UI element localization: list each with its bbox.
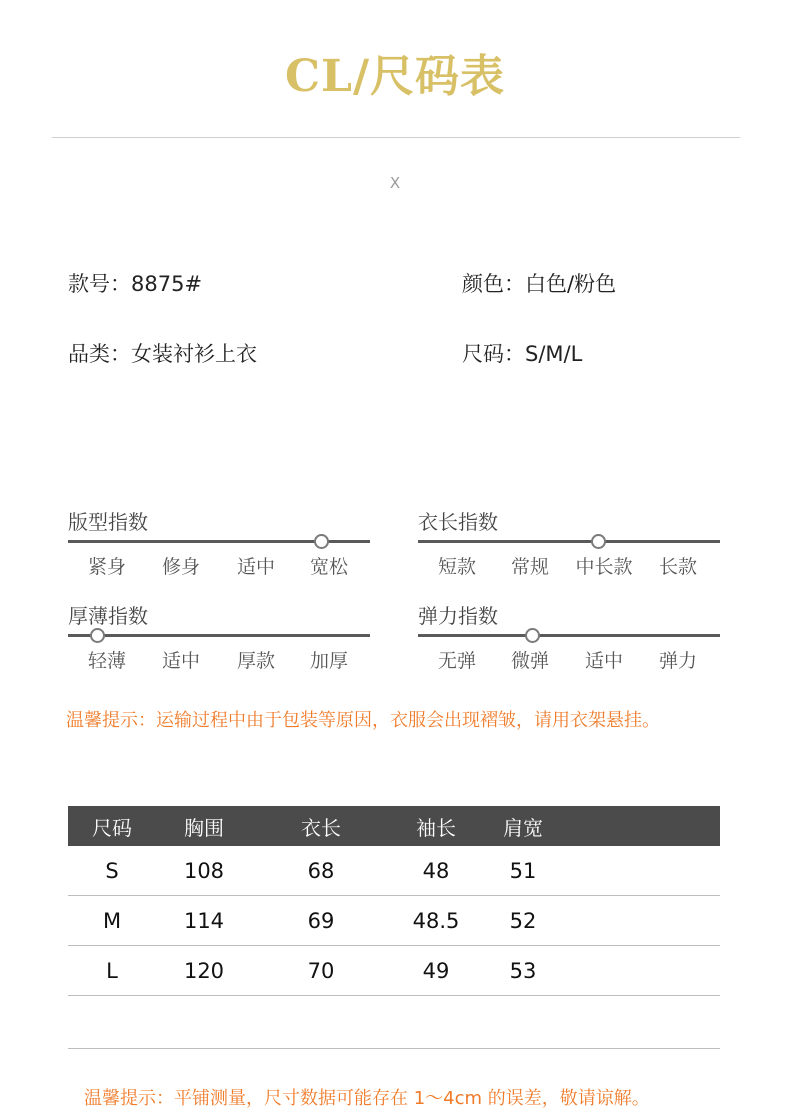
style-number <box>68 268 202 298</box>
cell-bust: 120 <box>183 958 225 983</box>
size-value: S/M/L <box>525 342 583 366</box>
cell-shoulder: 53 <box>509 958 537 983</box>
cell-length: 68 <box>307 858 335 883</box>
style-number-label: 款号： <box>68 272 131 296</box>
cell-sleeve: 48 <box>422 858 450 883</box>
title-divider <box>52 137 740 138</box>
cell-bust: 114 <box>183 908 225 933</box>
length-index <box>418 506 720 586</box>
cell-sleeve: 48.5 <box>412 908 460 933</box>
header-size: 尺码 <box>92 815 132 840</box>
thickness-option: 厚款 <box>236 650 275 672</box>
header-shoulder: 肩宽 <box>503 815 543 840</box>
thickness-option: 轻薄 <box>87 650 126 672</box>
thickness-index-track <box>68 634 370 637</box>
cell-bust: 108 <box>183 858 225 883</box>
stretch-index-track <box>418 634 720 637</box>
style-number-value: 8875# <box>131 272 203 296</box>
shipping-tip: 温馨提示：运输过程中由于包装等原因，衣服会出现褶皱，请用衣架悬挂。 <box>66 710 660 731</box>
color-label: 颜色： <box>462 272 525 296</box>
thickness-option: 适中 <box>161 650 200 672</box>
length-option: 中长款 <box>575 556 633 578</box>
measurement-tip: 温馨提示：平铺测量，尺寸数据可能存在 1～4cm 的误差，敬请谅解。 <box>84 1088 650 1109</box>
thickness-option: 加厚 <box>309 650 348 672</box>
table-row <box>68 946 720 996</box>
thickness-index-title: 厚薄指数 <box>68 604 148 628</box>
fit-option: 宽松 <box>309 556 348 578</box>
category-value: 女装衬衫上衣 <box>131 342 257 366</box>
close-icon[interactable]: X <box>389 174 401 192</box>
thickness-index <box>68 600 370 680</box>
cell-length: 69 <box>307 908 335 933</box>
thickness-index-knob[interactable] <box>90 628 105 643</box>
size-table-header <box>68 806 720 846</box>
stretch-option: 无弹 <box>437 650 476 672</box>
fit-option: 适中 <box>236 556 275 578</box>
fit-option: 紧身 <box>87 556 126 578</box>
stretch-index-knob[interactable] <box>525 628 540 643</box>
cell-sleeve: 49 <box>422 958 450 983</box>
header-sleeve: 袖长 <box>416 815 456 840</box>
table-row <box>68 896 720 946</box>
length-index-knob[interactable] <box>591 534 606 549</box>
fit-index <box>68 506 370 586</box>
category-label: 品类： <box>68 342 131 366</box>
header-length: 衣长 <box>301 815 341 840</box>
cell-shoulder: 51 <box>509 858 537 883</box>
category-info <box>68 338 257 368</box>
cell-size: M <box>102 908 122 933</box>
fit-option: 修身 <box>161 556 200 578</box>
stretch-index-title: 弹力指数 <box>418 604 498 628</box>
size-info <box>462 338 582 368</box>
cell-shoulder: 52 <box>509 908 537 933</box>
stretch-option: 适中 <box>584 650 623 672</box>
cell-size: L <box>106 958 118 983</box>
bottom-divider <box>68 1048 720 1049</box>
color-value: 白色/粉色 <box>525 272 617 296</box>
length-option: 常规 <box>510 556 549 578</box>
size-label: 尺码： <box>462 342 525 366</box>
color-info <box>462 268 616 298</box>
length-option: 长款 <box>658 556 697 578</box>
stretch-index <box>418 600 720 680</box>
fit-index-knob[interactable] <box>314 534 329 549</box>
length-index-title: 衣长指数 <box>418 510 498 534</box>
length-option: 短款 <box>437 556 476 578</box>
cell-length: 70 <box>307 958 335 983</box>
header-bust: 胸围 <box>184 815 224 840</box>
cell-size: S <box>105 858 119 883</box>
page-title: CL/尺码表 <box>284 51 506 102</box>
fit-index-title: 版型指数 <box>68 510 148 534</box>
stretch-option: 弹力 <box>658 650 697 672</box>
length-index-track <box>418 540 720 543</box>
size-table <box>68 806 720 996</box>
stretch-option: 微弹 <box>510 650 549 672</box>
table-row <box>68 846 720 896</box>
